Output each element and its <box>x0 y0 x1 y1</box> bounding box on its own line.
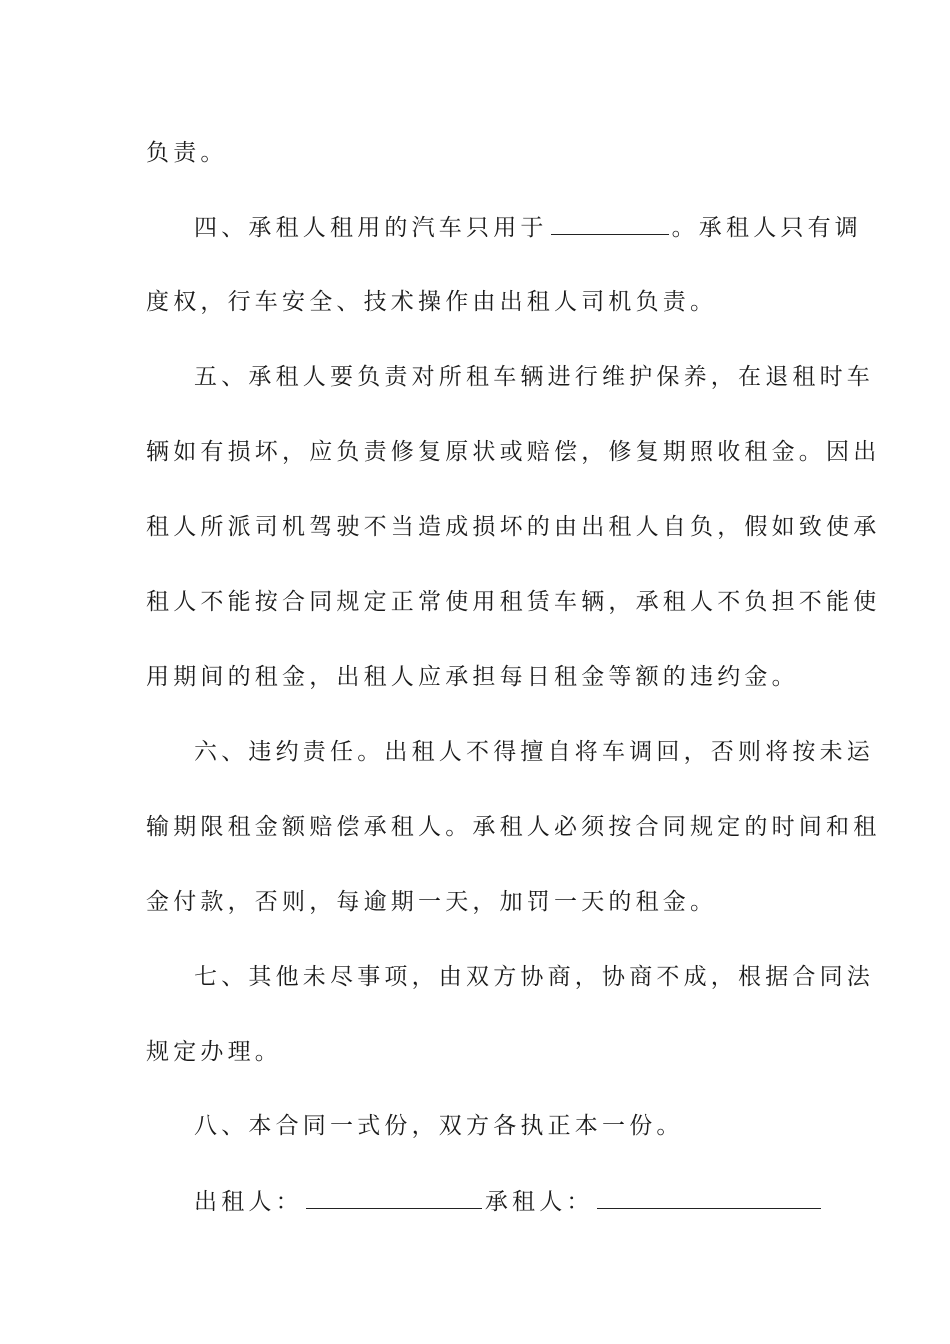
text-line: 辆如有损坏，应负责修复原状或赔偿，修复期照收租金。因出 <box>146 439 881 465</box>
text-line: 四、承租人租用的汽车只用于 <box>194 215 548 241</box>
clause-6-line-1 <box>194 737 874 767</box>
clause-6-line-3 <box>146 887 806 917</box>
clause-7-line-1 <box>194 962 874 992</box>
clause-4-line-2 <box>146 287 806 317</box>
lessee-signature-field[interactable] <box>597 1186 821 1209</box>
clause-5-line-4 <box>146 587 881 617</box>
text-line: 六、违约责任。出租人不得擅自将车调回，否则将按未运 <box>194 739 874 765</box>
clause-5-line-3 <box>146 512 881 542</box>
text-line: 七、其他未尽事项，由双方协商，协商不成，根据合同法 <box>194 964 874 990</box>
text-line: 金付款，否则，每逾期一天，加罚一天的租金。 <box>146 889 718 915</box>
text-line: 输期限租金额赔偿承租人。承租人必须按合同规定的时间和租 <box>146 814 881 840</box>
text-line: 用期间的租金，出租人应承担每日租金等额的违约金。 <box>146 664 799 690</box>
lessee-label: 承租人： <box>484 1189 594 1215</box>
clause-5-line-5 <box>146 662 806 692</box>
paragraph-3-end <box>146 138 806 168</box>
text-line: 规定办理。 <box>146 1039 282 1065</box>
lessor-signature-field[interactable] <box>306 1186 482 1209</box>
clause-6-line-2 <box>146 812 881 842</box>
usage-blank-field[interactable] <box>551 212 669 235</box>
clause-7-line-2 <box>146 1037 806 1067</box>
text-line: 租人不能按合同规定正常使用租赁车辆，承租人不负担不能使 <box>146 589 881 615</box>
text-line: 五、承租人要负责对所租车辆进行维护保养，在退租时车 <box>194 364 874 390</box>
text-line: 负责。 <box>146 140 228 166</box>
clause-8-line-1 <box>194 1111 806 1141</box>
clause-4-line-1 <box>194 212 863 242</box>
text-line: 。承租人只有调 <box>671 215 863 241</box>
clause-5-line-1 <box>194 362 874 392</box>
text-line: 八、本合同一式份，双方各执正本一份。 <box>194 1113 684 1139</box>
lessor-label: 出租人： <box>194 1189 303 1215</box>
text-line: 租人所派司机驾驶不当造成损坏的由出租人自负，假如致使承 <box>146 514 881 540</box>
signature-line <box>194 1186 806 1216</box>
clause-5-line-2 <box>146 437 881 467</box>
text-line: 度权，行车安全、技术操作由出租人司机负责。 <box>146 289 718 315</box>
